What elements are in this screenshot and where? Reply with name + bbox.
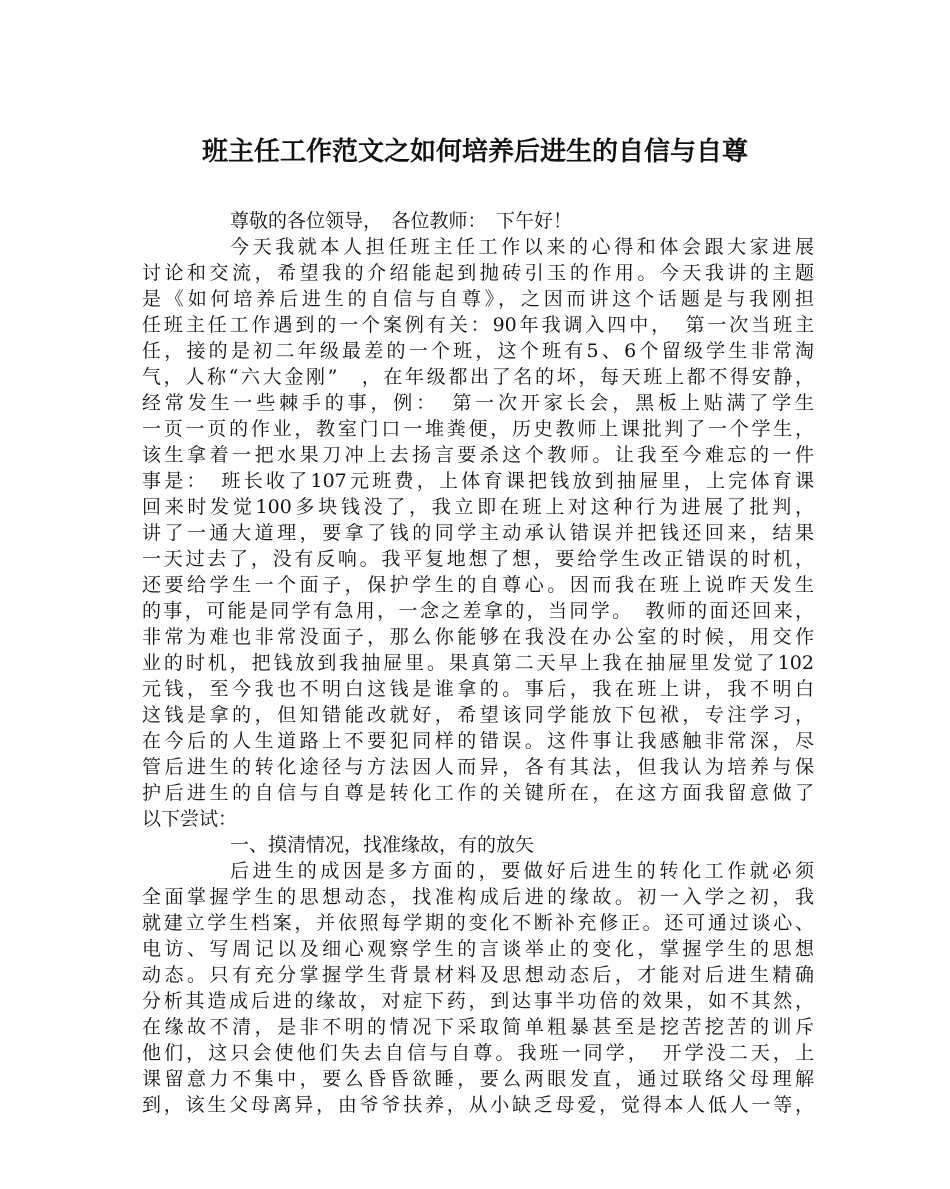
paragraph-line: 讲了一通大道理，要拿了钱的同学主动承认错误并把钱还回来，结果	[142, 522, 814, 544]
paragraph-line: 分析其造成后进的缘故，对症下药，到达事半功倍的效果，如不其然，	[142, 990, 814, 1012]
document-body	[142, 208, 814, 1118]
paragraph-line: 一页一页的作业，教室门口一堆粪便，历史教师上课批判了一个学生，	[142, 418, 814, 440]
section-heading: 一、摸清情况，找准缘故，有的放矢	[230, 834, 535, 856]
paragraph-line: 这钱是拿的，但知错能改就好，希望该同学能放下包袱，专注学习，	[142, 704, 814, 726]
paragraph-line: 全面掌握学生的思想动态，找准构成后进的缘故。初一入学之初，我	[142, 886, 814, 908]
paragraph-line: 元钱，至今我也不明白这钱是谁拿的。事后，我在班上讲，我不明白	[142, 678, 814, 700]
paragraph-line: 事是： 班长收了107元班费，上体育课把钱放到抽屉里，上完体育课	[142, 470, 814, 492]
paragraph-line: 经常发生一些棘手的事，例： 第一次开家长会，黑板上贴满了学生	[142, 392, 814, 414]
paragraph-line: 管后进生的转化途径与方法因人而异，各有其法，但我认为培养与保	[142, 756, 814, 778]
document-title: 班主任工作范文之如何培养后进生的自信与自尊	[201, 137, 748, 167]
paragraph-line: 气，人称“六大金刚” ，在年级都出了名的坏，每天班上都不得安静，	[142, 366, 814, 388]
paragraph-line: 业的时机，把钱放到我抽屉里。果真第二天早上我在抽屉里发觉了102	[142, 652, 814, 674]
greeting-line: 尊敬的各位领导， 各位教师： 下午好！	[230, 210, 573, 232]
paragraph-line: 还要给学生一个面子，保护学生的自尊心。因而我在班上说昨天发生	[142, 574, 814, 596]
paragraph-line: 一天过去了，没有反响。我平复地想了想，要给学生改正错误的时机，	[142, 548, 814, 570]
paragraph-line: 电访、写周记以及细心观察学生的言谈举止的变化，掌握学生的思想	[142, 938, 814, 960]
paragraph-line: 就建立学生档案，并依照每学期的变化不断补充修正。还可通过谈心、	[142, 912, 814, 934]
paragraph-line: 今天我就本人担任班主任工作以来的心得和体会跟大家进展	[230, 236, 814, 258]
paragraph-line: 任，接的是初二年级最差的一个班，这个班有5、6个留级学生非常淘	[142, 340, 814, 362]
paragraph-line: 他们，这只会使他们失去自信与自尊。我班一同学， 开学没二天，上	[142, 1042, 814, 1064]
paragraph-line: 以下尝试：	[142, 808, 238, 830]
paragraph-line: 在今后的人生道路上不要犯同样的错误。这件事让我感触非常深，尽	[142, 730, 814, 752]
paragraph-line: 的事，可能是同学有急用，一念之差拿的，当同学。 教师的面还回来，	[142, 600, 814, 622]
paragraph-line: 动态。只有充分掌握学生背景材料及思想动态后，才能对后进生精确	[142, 964, 814, 986]
paragraph-line: 在缘故不清，是非不明的情况下采取简单粗暴甚至是挖苦挖苦的训斥	[142, 1016, 814, 1038]
paragraph-line: 课留意力不集中，要么昏昏欲睡，要么两眼发直，通过联络父母理解	[142, 1068, 814, 1090]
paragraph-line: 回来时发觉100多块钱没了，我立即在班上对这种行为进展了批判，	[142, 496, 814, 518]
paragraph-line: 后进生的成因是多方面的，要做好后进生的转化工作就必须	[230, 860, 814, 882]
paragraph-line: 任班主任工作遇到的一个案例有关：90年我调入四中， 第一次当班主	[142, 314, 814, 336]
paragraph-line: 该生拿着一把水果刀冲上去扬言要杀这个教师。让我至今难忘的一件	[142, 444, 814, 466]
paragraph-line: 非常为难也非常没面子，那么你能够在我没在办公室的时候，用交作	[142, 626, 814, 648]
paragraph-line: 到，该生父母离异，由爷爷扶养，从小缺乏母爱，觉得本人低人一等，	[142, 1094, 814, 1116]
paragraph-line: 是《如何培养后进生的自信与自尊》，之因而讲这个话题是与我刚担	[142, 288, 814, 310]
paragraph-line: 护后进生的自信与自尊是转化工作的关键所在，在这方面我留意做了	[142, 782, 814, 804]
paragraph-line: 讨论和交流，希望我的介绍能起到抛砖引玉的作用。今天我讲的主题	[142, 262, 814, 284]
